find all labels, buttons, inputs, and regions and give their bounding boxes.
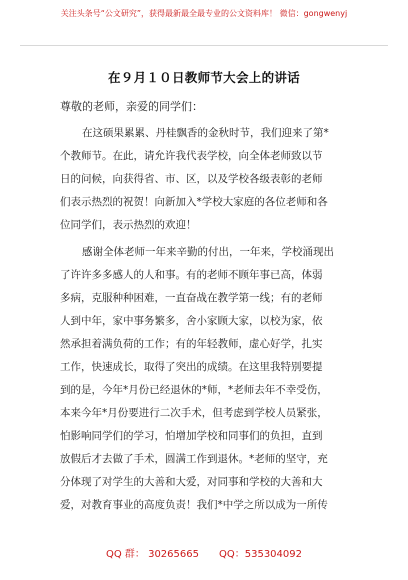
paragraph-line: 位同学们，表示热烈的欢迎！ [60,219,197,231]
paragraph-1 [60,122,360,237]
footer [0,545,408,560]
paragraph-line: 然承担着满负荷的工作；有的年轻教师，虚心好学，扎实 [60,338,323,350]
paragraph-line: 日的问候，向获得省、市、区，以及学校各级表彰的老师 [60,173,323,185]
header-banner: 关注头条号“公文研究”，获得最新最全最专业的公文资料库！ 微信：gongwenyj [60,9,348,18]
paragraph-line: 人到中年，家中事务繁多，舍小家顾大家，以校为家，依 [60,315,323,327]
paragraph-line: 多病，克服种种困难，一直奋战在教学第一线；有的老师 [60,292,323,304]
paragraph-line: 本来今年*月份要进行二次手术，但考虑到学校人员紧张， [60,407,328,419]
paragraph-line: 感谢全体老师一年来辛勤的付出，一年来，学校涌现出 [82,246,334,258]
paragraph-line: 在这硕果累累、丹桂飘香的金秋时节，我们迎来了第* [82,127,329,139]
paragraph-2 [60,241,360,517]
paragraph-line: 工作，快速成长，取得了突出的成绩。在这里我特别要提 [60,361,323,373]
salutation: 尊敬的老师，亲爱的同学们： [60,100,203,113]
paragraph-line: 们表示热烈的祝贺！向新加入*学校大家庭的各位老师和各 [60,196,328,208]
document-title: 在９月１０日教师节大会上的讲话 [107,70,300,85]
footer-qq-group: QQ 群： 30265665 [105,549,199,560]
paragraph-line: 个教师节。在此，请允许我代表学校，向全体老师致以节 [60,150,323,162]
paragraph-line: 到的是，今年*月份已经退休的*师，*老师去年不幸受伤， [60,384,328,396]
paragraph-line: 了许许多多感人的人和事。有的老师不顾年事已高，体弱 [60,269,323,281]
paragraph-line: 分体现了对学生的大善和大爱，对同事和学校的大善和大 [60,476,323,488]
header-divider [20,45,388,46]
paragraph-line: 怕影响同学们的学习，怕增加学校和同事们的负担，直到 [60,430,323,442]
paragraph-line: 放假后才去做了手术，圆满工作到退休。*老师的坚守，充 [60,453,328,465]
footer-qq: QQ：535304092 [218,549,302,560]
paragraph-line: 爱，对教育事业的高度负责！我们*中学之所以成为一所传 [60,499,328,511]
